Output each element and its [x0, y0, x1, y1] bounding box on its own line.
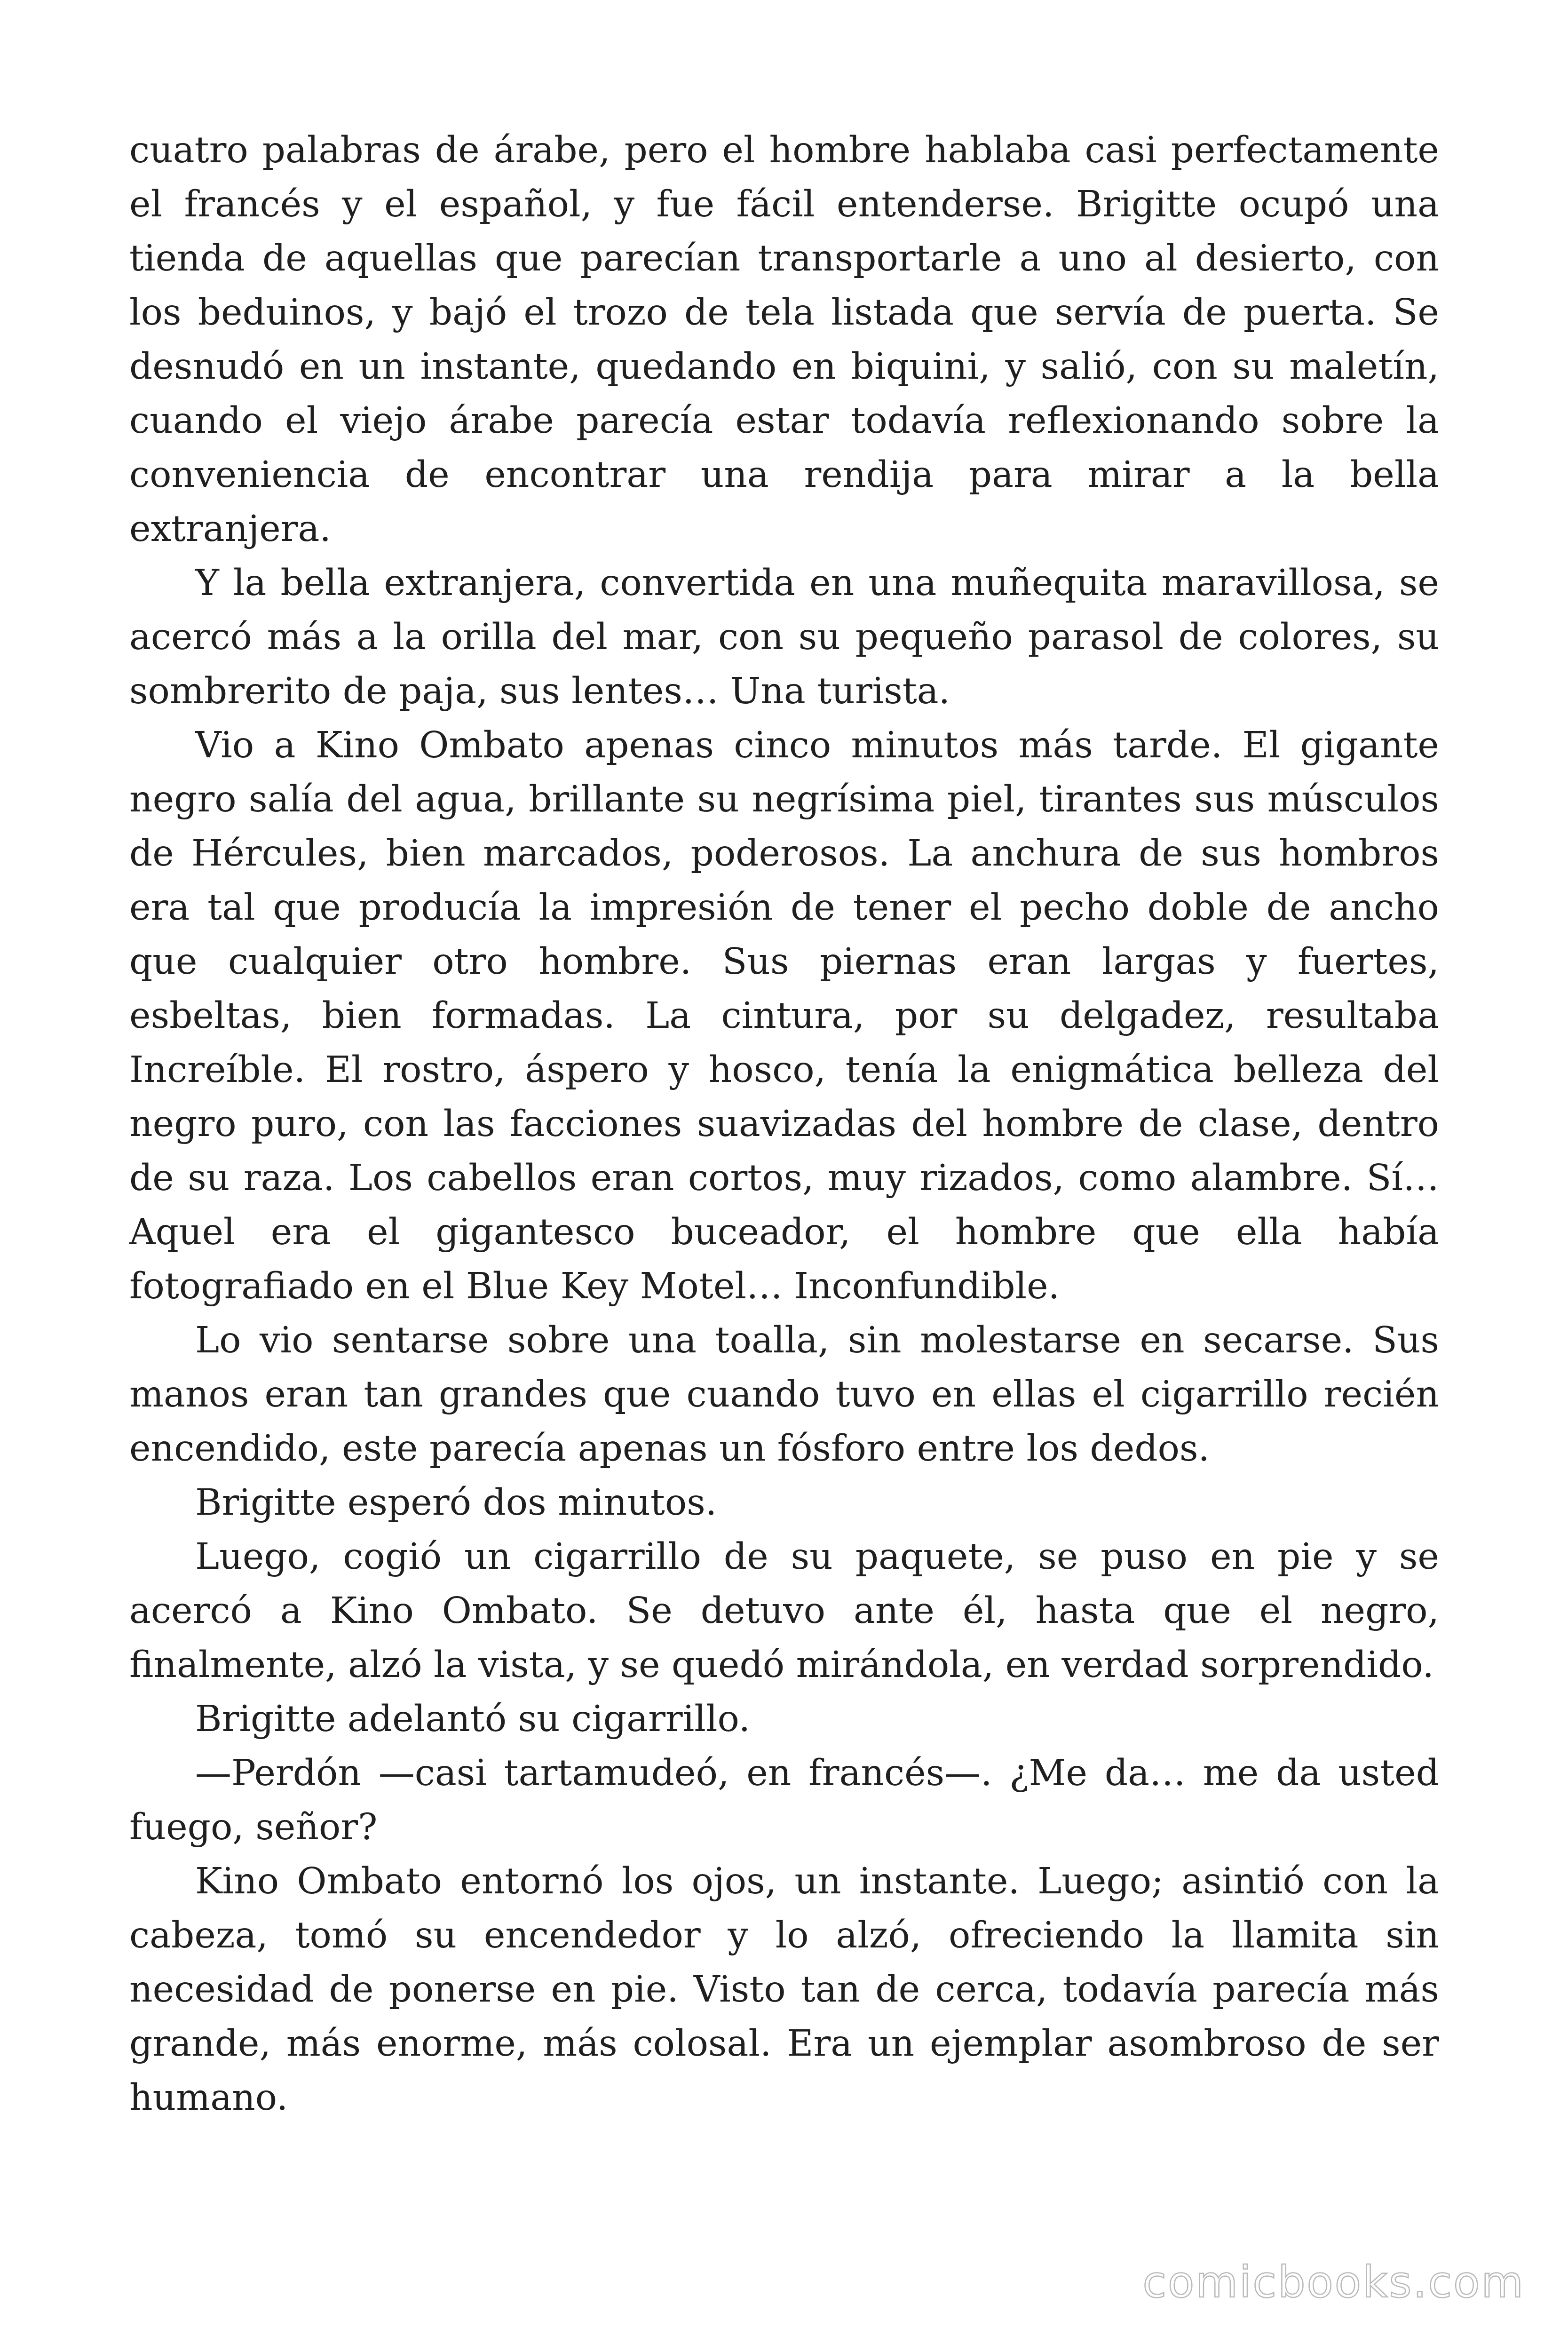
- paragraph-9: Kino Ombato entornó los ojos, un instante. Luego; asintió con la cabeza, tomó su encendedor y lo alzó, ofreciendo la llamita sin necesidad de ponerse en pie. Visto tan de cerca, todavía parecía más grande, más enorme, más colosal. Era un ejemplar asombroso de ser humano.: [129, 1860, 1439, 2119]
- paragraph-8: —Perdón —casi tartamudeó, en francés—. ¿Me da… me da usted fuego, señor?: [129, 1752, 1439, 1848]
- paragraph-3: Vio a Kino Ombato apenas cinco minutos más tarde. El gigante negro salía del agua, brillante su negrísima piel, tirantes sus músculos de Hércules, bien marcados, poderosos. La anchura de sus hombros era tal que producía la impresión de tener el pecho doble de ancho que cualquier otro hombre. Sus piernas eran largas y fuertes, esbeltas, bien formadas. La cintura, por su delgadez, resultaba Increíble. El rostro, áspero y hosco, tenía la enigmática belleza del negro puro, con las facciones suavizadas del hombre de clase, dentro de su raza. Los cabellos eran cortos, muy rizados, como alambre. Sí… Aquel era el gigantesco buceador, el hombre que ella había fotografiado en el Blue Key Motel… Inconfundible.: [129, 724, 1439, 1307]
- paragraph-2: Y la bella extranjera, convertida en una muñequita maravillosa, se acercó más a la orilla del mar, con su pequeño parasol de colores, su sombrerito de paja, sus lentes… Una turista.: [129, 562, 1439, 712]
- paragraph-4: Lo vio sentarse sobre una toalla, sin molestarse en secarse. Sus manos eran tan grandes que cuando tuvo en ellas el cigarrillo recién encendido, este parecía apenas un fósforo entre los dedos.: [129, 1319, 1439, 1470]
- paragraph-1: cuatro palabras de árabe, pero el hombre hablaba casi perfectamente el francés y el español, y fue fácil entenderse. Brigitte ocupó una tienda de aquellas que parecían transportarle a uno al desierto, con los beduinos, y bajó el trozo de tela listada que servía de puerta. Se desnudó en un instante, quedando en biquini, y salió, con su maletín, cuando el viejo árabe parecía estar todavía reflexionando sobre la conveniencia de encontrar una rendija para mirar a la bella extranjera.: [129, 129, 1439, 550]
- watermark: comicbooks.com: [1142, 2257, 1525, 2307]
- paragraph-6: Luego, cogió un cigarrillo de su paquete, se puso en pie y se acercó a Kino Ombato. Se detuvo ante él, hasta que el negro, finalmente, alzó la vista, y se quedó mirándola, en verdad sorprendido.: [129, 1536, 1439, 1686]
- page-body: [129, 123, 1439, 2125]
- paragraph-5: Brigitte esperó dos minutos.: [195, 1482, 717, 1524]
- paragraph-7: Brigitte adelantó su cigarrillo.: [195, 1698, 751, 1740]
